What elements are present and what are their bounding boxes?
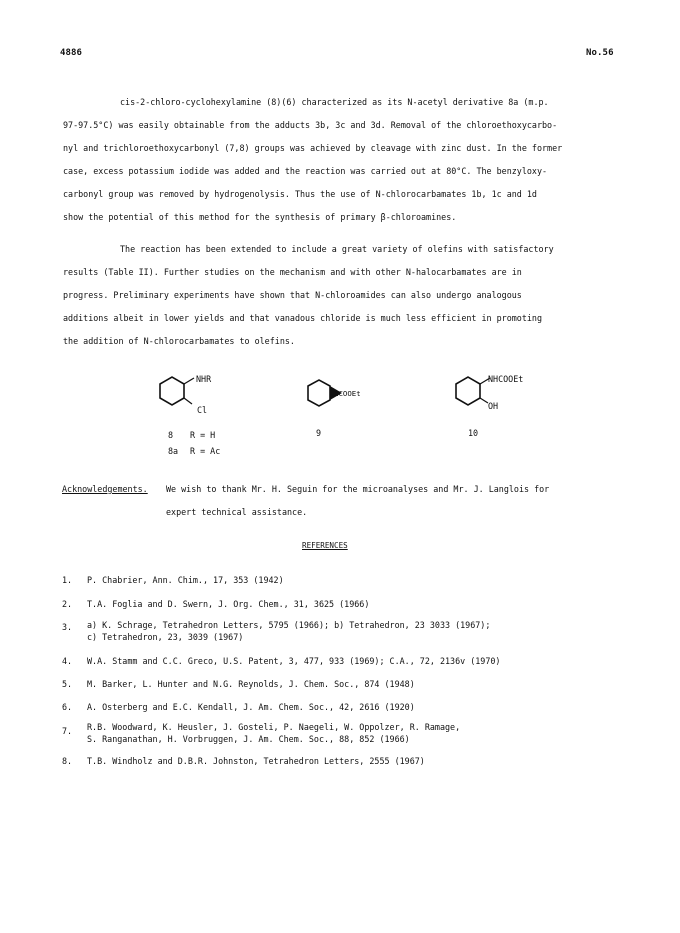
text-line: cis-2-chloro-cyclohexylamine (8)(6) characterized as its N-acetyl derivative 8a (m.p.: [120, 97, 549, 107]
reference-text: a) K. Schrage, Tetrahedron Letters, 5795 (1966); b) Tetrahedron, 23 3033 (1967);: [87, 620, 491, 630]
reference-text: M. Barker, L. Hunter and N.G. Reynolds, J. Chem. Soc., 874 (1948): [87, 679, 415, 689]
acknowledgements-text: We wish to thank Mr. H. Seguin for the microanalyses and Mr. J. Langlois for: [166, 484, 550, 494]
reference-text: T.B. Windholz and D.B.R. Johnston, Tetrahedron Letters, 2555 (1967): [87, 756, 425, 766]
substituent-nhr: NHR: [196, 374, 212, 384]
compound-label-10: 10: [468, 428, 479, 438]
text-line: the addition of N-chlorocarbamates to olefins.: [63, 336, 295, 346]
text-line: case, excess potassium iodide was added and the reaction was carried out at 80°C. The benzyloxy-: [63, 166, 548, 176]
references-heading: REFERENCES: [302, 541, 348, 550]
text-line: The reaction has been extended to include a great variety of olefins with satisfactory: [120, 244, 554, 254]
reference-text: R.B. Woodward, K. Heusler, J. Gosteli, P. Naegeli, W. Oppolzer, R. Ramage,: [87, 722, 461, 732]
reference-number: 6.: [62, 702, 73, 712]
text-line: progress. Preliminary experiments have shown that N-chloroamides can also undergo analogous: [63, 290, 522, 300]
text-line: 97-97.5°C) was easily obtainable from the adducts 3b, 3c and 3d. Removal of the chloroethoxycarbo-: [63, 120, 558, 130]
reference-number: 1.: [62, 575, 73, 585]
reference-number: 4.: [62, 656, 73, 666]
reference-number: 3.: [62, 622, 73, 632]
compound-label-8a: 8a: [168, 446, 179, 456]
reference-number: 7.: [62, 726, 73, 736]
substituent-oh: OH: [488, 401, 499, 411]
reference-number: 8.: [62, 756, 73, 766]
reference-text: c) Tetrahedron, 23, 3039 (1967): [87, 632, 244, 642]
reference-text: S. Ranganathan, H. Vorbruggen, J. Am. Chem. Soc., 88, 852 (1966): [87, 734, 410, 744]
issue-number: No.56: [586, 48, 614, 58]
reference-number: 5.: [62, 679, 73, 689]
text-line: additions albeit in lower yields and that vanadous chloride is much less efficient in promoting: [63, 313, 543, 323]
r-definition-8: R = H: [190, 430, 216, 440]
text-line: nyl and trichloroethoxycarbonyl (7,8) groups was achieved by cleavage with zinc dust. In the former: [63, 143, 563, 153]
compound-label-9: 9: [316, 428, 322, 438]
text-line: results (Table II). Further studies on the mechanism and with other N-halocarbamates are in: [63, 267, 522, 277]
substituent-nhcooet: NHCOOEt: [488, 374, 524, 384]
reference-number: 2.: [62, 599, 73, 609]
reference-text: W.A. Stamm and C.C. Greco, U.S. Patent, 3, 477, 933 (1969); C.A., 72, 2136v (1970): [87, 656, 501, 666]
acknowledgements-heading: Acknowledgements.: [62, 484, 148, 494]
reference-text: P. Chabrier, Ann. Chim., 17, 353 (1942): [87, 575, 284, 585]
r-definition-8a: R = Ac: [190, 446, 221, 456]
acknowledgements-text: expert technical assistance.: [166, 507, 308, 517]
compound-label-8: 8: [168, 430, 174, 440]
text-line: show the potential of this method for the synthesis of primary β-chloroamines.: [63, 212, 457, 222]
substituent-ncooet: NCOOEt: [334, 389, 361, 398]
page-number: 4886: [60, 48, 83, 58]
structure-8: [150, 370, 230, 420]
reference-text: T.A. Foglia and D. Swern, J. Org. Chem., 31, 3625 (1966): [87, 599, 370, 609]
reference-text: A. Osterberg and E.C. Kendall, J. Am. Chem. Soc., 42, 2616 (1920): [87, 702, 415, 712]
text-line: carbonyl group was removed by hydrogenolysis. Thus the use of N-chlorocarbamates 1b, 1c and 1d: [63, 189, 537, 199]
substituent-cl: Cl: [197, 405, 208, 415]
